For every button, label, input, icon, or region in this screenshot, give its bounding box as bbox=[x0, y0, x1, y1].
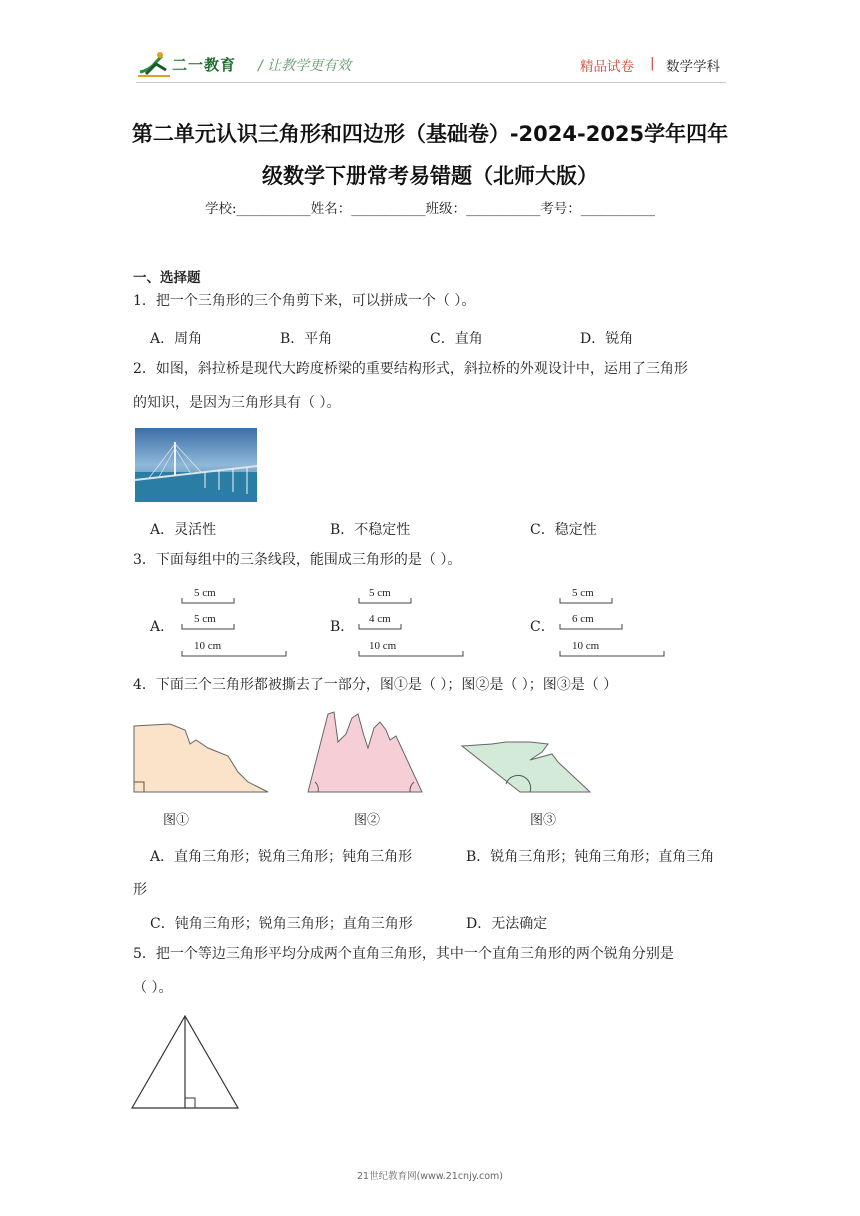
header-tag: 精品试卷 bbox=[580, 59, 634, 75]
q2-option-b: B．不稳定性 bbox=[330, 522, 411, 538]
segment-label: 10 cm bbox=[572, 640, 600, 652]
q2-option-a: A．灵活性 bbox=[150, 522, 217, 538]
segment-label: 10 cm bbox=[369, 640, 397, 652]
segment-label: 4 cm bbox=[369, 613, 391, 625]
q3-text: 3．下面每组中的三条线段，能围成三角形的是（ ）。 bbox=[133, 552, 462, 568]
runner-icon bbox=[136, 50, 172, 78]
q3-segments-a bbox=[180, 586, 290, 660]
section-title: 一、选择题 bbox=[133, 270, 201, 286]
figure-2-acute-triangle bbox=[304, 708, 426, 800]
q2-text-line1: 2．如图，斜拉桥是现代大跨度桥梁的重要结构形式，斜拉桥的外观设计中，运用了三角形 bbox=[133, 361, 688, 377]
slogan: / 让教学更有效 bbox=[258, 58, 352, 74]
q4-text: 4．下面三个三角形都被撕去了一部分，图①是（ ）；图②是（ ）；图③是（ ） bbox=[133, 677, 618, 693]
q2-text-line2: 的知识，是因为三角形具有（ ）。 bbox=[133, 395, 341, 411]
segment-label: 5 cm bbox=[369, 587, 391, 599]
brand-logo bbox=[136, 50, 248, 78]
segment-label: 5 cm bbox=[194, 613, 216, 625]
footer: 21世纪教育网(www.21cnjy.com) bbox=[356, 1171, 503, 1182]
q4-option-b-wrap: 形 bbox=[133, 882, 147, 898]
figure-3-obtuse-triangle bbox=[458, 738, 594, 798]
figure-3-caption: 图③ bbox=[530, 813, 557, 828]
equilateral-triangle-figure bbox=[128, 1012, 242, 1110]
q5-text-line2: （ ）。 bbox=[133, 980, 173, 996]
q3-segments-b bbox=[357, 586, 467, 660]
q2-option-c: C．稳定性 bbox=[530, 522, 597, 538]
q3-option-b: B． bbox=[330, 619, 355, 635]
segment-label: 5 cm bbox=[572, 587, 594, 599]
segment-label: 5 cm bbox=[194, 587, 216, 599]
q3-option-c: C． bbox=[530, 619, 555, 635]
student-info: 学校:___________姓名：___________班级：___________考号：___________ bbox=[204, 201, 656, 217]
q4-option-a: A．直角三角形；锐角三角形；钝角三角形 bbox=[150, 849, 413, 865]
q1-text: 1．把一个三角形的三个角剪下来，可以拼成一个（ ）。 bbox=[133, 293, 476, 309]
segment-label: 10 cm bbox=[194, 640, 222, 652]
q3-segments-c bbox=[558, 586, 668, 660]
q4-option-c: C．钝角三角形；锐角三角形；直角三角形 bbox=[150, 916, 413, 932]
q1-option-a: A．周角 bbox=[150, 331, 203, 347]
segment-label: 6 cm bbox=[572, 613, 594, 625]
bridge-image bbox=[135, 428, 257, 502]
page-title-line1: 第二单元认识三角形和四边形（基础卷）-2024-2025学年四年 bbox=[131, 122, 729, 146]
figure-1-right-triangle bbox=[130, 718, 272, 798]
page-title-line2: 级数学下册常考易错题（北师大版） bbox=[262, 164, 598, 188]
q1-option-d: D．锐角 bbox=[580, 331, 634, 347]
header-divider bbox=[136, 82, 726, 83]
q1-option-b: B．平角 bbox=[280, 331, 333, 347]
q1-option-c: C．直角 bbox=[430, 331, 483, 347]
q5-text-line1: 5．把一个等边三角形平均分成两个直角三角形，其中一个直角三角形的两个锐角分别是 bbox=[133, 946, 674, 962]
q3-option-a: A． bbox=[150, 619, 175, 635]
header-subject: 数学学科 bbox=[666, 59, 720, 75]
q4-option-d: D．无法确定 bbox=[466, 916, 548, 932]
figure-2-caption: 图② bbox=[354, 813, 381, 828]
header-separator: | bbox=[650, 55, 655, 71]
q4-option-b: B．锐角三角形；钝角三角形；直角三角 bbox=[466, 849, 715, 865]
figure-1-caption: 图① bbox=[163, 813, 190, 828]
brand-name: 二一教育 bbox=[172, 56, 237, 74]
